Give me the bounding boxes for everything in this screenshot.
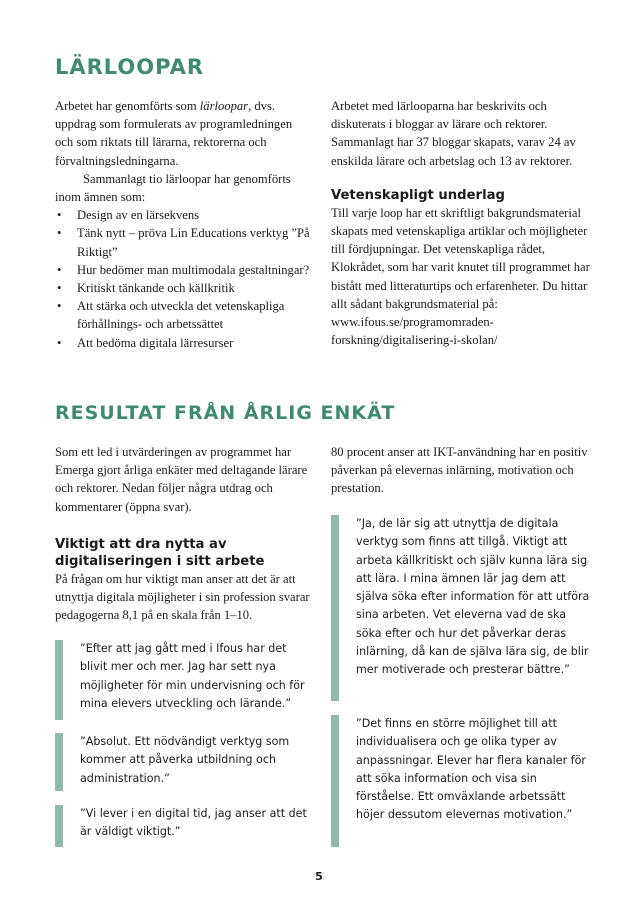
paragraph: Sammanlagt tio lärloopar har genomförts inom ämnen som: (55, 171, 291, 205)
quote: ”Det finns en större möjlighet till att individualisera och ge olika typer av anpassningar. Elever har flera kanaler för att söka information och visa sin förståelse. Ett omväxlande arbetssätt höjer dessutom elevernas motivation.” (331, 715, 593, 847)
paragraph: Till varje loop har ett skriftligt bakgrundsmaterial skapats med vetenskapliga artiklar och möjligheter till fördjupningar. Det vetenskapliga rådet, Klokrådet, som har varit knutet till programmet har bistått med litteraturtips och erfarenheter. Du hittar allt sådant bakgrundsmaterial på: www.ifous.se/programomradenforskning/digitalisering-i-skolan/ (331, 205, 590, 348)
resultat-right-column (331, 443, 593, 498)
paragraph: 80 procent anser att IKT-användning har en positiv påverkan på elevernas inlärning, motivation och prestation. (331, 445, 588, 496)
subheading-viktigt: Viktigt att dra nytta av digitaliseringen i sitt arbete (55, 536, 265, 569)
text: Arbetet har genomförts som (55, 99, 200, 113)
paragraph: Arbetet med lärlooparna har beskrivits och diskuterats i bloggar av lärare och rektorer. Sammanlagt har 37 bloggar skapats, varav 24 av enskilda lärare och arbetslag och 13 av rektorer. (331, 99, 576, 168)
section-heading-resultat: RESULTAT FRÅN ÅRLIG ENKÄT (55, 402, 396, 424)
list-item (55, 334, 310, 352)
bullet-icon: • (57, 208, 62, 223)
list-item (55, 206, 310, 224)
list-item-text: Tänk nytt – pröva Lin Educations verktyg ”På Riktigt” (77, 226, 310, 259)
bullet-icon: • (57, 299, 62, 314)
section-heading-larloopar: LÄRLOOPAR (55, 55, 205, 79)
larloopar-left-column (55, 97, 310, 352)
paragraph (55, 97, 310, 170)
page-number: 5 (315, 870, 323, 883)
paragraph: Som ett led i utvärderingen av programmet har Emerga gjort årliga enkäter med deltagande lärare och rektorer. Nedan följer några utdrag och kommentarer (öppna svar). (55, 445, 308, 514)
larloopar-right-column (331, 97, 591, 349)
quote: ”Ja, de lär sig att utnyttja de digitala verktyg som finns att tillgå. Viktigt att arbeta källkritiskt och själv kunna lära sig att lära. I mina ämnen lär jag dem att själva söka efter information för att utföra sina arbeten. Vet eleverna vad de ska söka efter och hur det påverkar deras inlärning, då kan de själva lära sig, de blir mer motiverade och presterar bättre.” (331, 515, 593, 701)
list-item-text: Att bedöma digitala lärresurser (77, 335, 234, 350)
list-item (55, 261, 310, 279)
bullet-icon: • (57, 281, 62, 296)
bullet-icon: • (57, 335, 62, 350)
emphasis-text: lärloopar (199, 99, 249, 113)
subheading-vetenskapligt-underlag: Vetenskapligt underlag (331, 187, 505, 203)
list-item-text: Att stärka och utveckla det vetenskapliga förhållnings- och arbetssättet (77, 299, 285, 332)
quote: ”Efter att jag gått med i Ifous har det blivit mer och mer. Jag har sett nya möjligheter för min undervisning och för mina elevers utveckling och lärande.” (55, 640, 317, 720)
bullet-icon: • (57, 262, 62, 277)
paragraph: På frågan om hur viktigt man anser att det är att utnyttja digitala möjligheter i sin profession svarar pedagogerna 8,1 på en skala från 1–10. (55, 571, 310, 623)
list-item-text: Design av en lärsekvens (77, 208, 200, 223)
list-item (55, 279, 310, 297)
bullet-icon: • (57, 226, 62, 241)
list-item-text: Kritiskt tänkande och källkritik (77, 281, 235, 296)
quote: ”Absolut. Ett nödvändigt verktyg som kommer att påverka utbildning och administration.” (55, 733, 317, 791)
text: , dvs. uppdrag som formulerats av programledningen och som riktats till lärarna, rektorerna och förvaltningsledningarna. (55, 99, 293, 168)
list-item (55, 224, 310, 260)
topic-list (55, 206, 310, 352)
quote: ”Vi lever i en digital tid, jag anser att det är väldigt viktigt.” (55, 805, 317, 847)
list-item (55, 297, 310, 333)
list-item-text: Hur bedömer man multimodala gestaltningar? (77, 262, 310, 277)
resultat-left-column (55, 443, 313, 624)
